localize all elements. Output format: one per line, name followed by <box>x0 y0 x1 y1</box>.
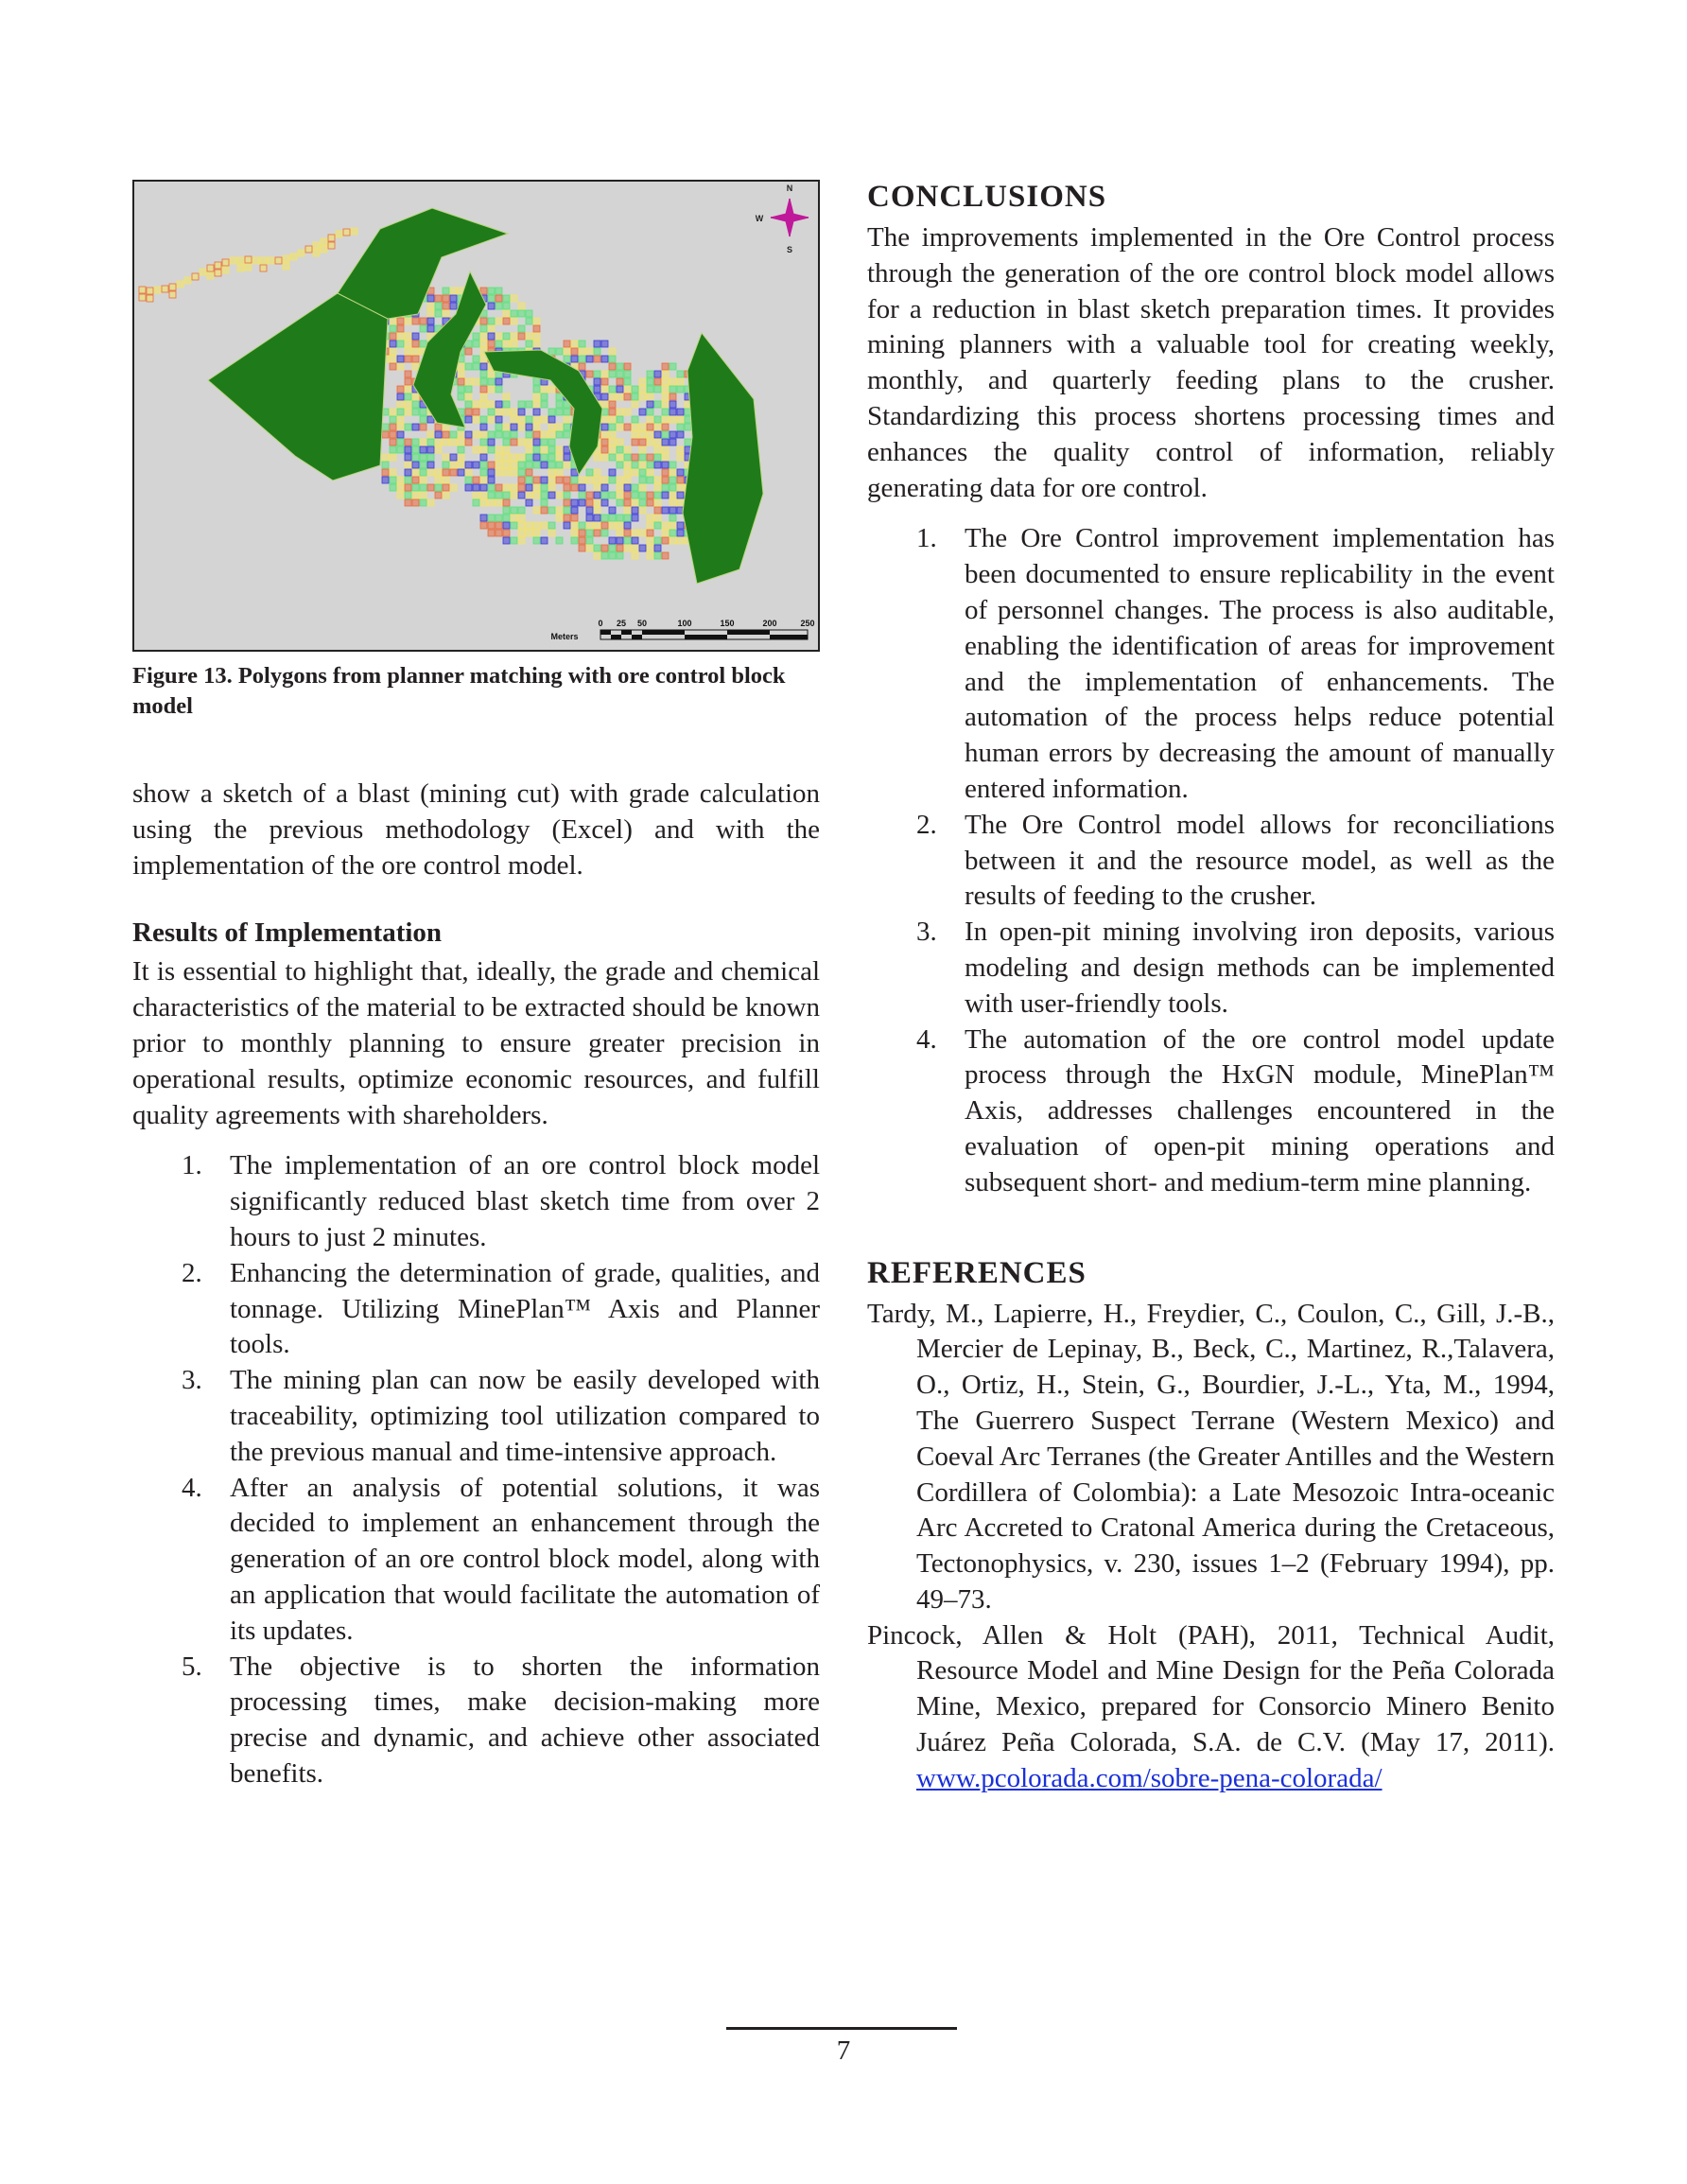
list-text: The objective is to shorten the information processing times, make decision-making more precise and dynamic, and achieve other associated benefits. <box>230 1651 820 1789</box>
conclusions-paragraph: The improvements implemented in the Ore Control process through the generation of the ore control block model allows for a reduction in blast sketch preparation times. It provides mining planners with a valuable tool for creating weekly, monthly, and quarterly feeding plans to the crusher. Standardizing this process shortens processing times and enhances the quality control of information, reliably generating data for ore control. <box>867 222 1555 503</box>
footer-rule <box>726 2027 957 2030</box>
reference-link[interactable]: www.pcolorada.com/sobre-pena-colorada/ <box>916 1762 1383 1793</box>
list-item <box>132 1363 820 1470</box>
list-number: 1. <box>182 1150 202 1181</box>
results-paragraph: It is essential to highlight that, ideally, the grade and chemical characteristics of the material to be extracted should be known prior to monthly planning to ensure greater precision in operational results, optimize economic resources, and fulfill quality agreements with shareholders. <box>132 956 820 1130</box>
compass-north-label: N <box>786 183 793 193</box>
list-item <box>132 1471 820 1650</box>
ore-control-map-figure <box>132 180 820 652</box>
reference-text: Pincock, Allen & Holt (PAH), 2011, Technical Audit, Resource Model and Mine Design for the Peña Colorada Mine, Mexico, prepared for Consorcio Minero Benito Juárez Peña Colorada, S.A. de C.V. (May 17, 2011). <box>867 1619 1555 1758</box>
figure-caption: Figure 13. Polygons from planner matching with ore control block model <box>132 663 786 719</box>
list-text: The implementation of an ore control block model significantly reduced blast sketch time from over 2 hours to just 2 minutes. <box>230 1150 820 1252</box>
ore-control-map <box>134 182 818 650</box>
list-text: In open-pit mining involving iron deposits, various modeling and design methods can be implemented with user-friendly tools. <box>965 917 1555 1019</box>
list-number: 4. <box>182 1472 202 1503</box>
list-item <box>867 521 1555 807</box>
planner-polygon-east <box>683 333 763 584</box>
right-column <box>867 180 1555 1797</box>
scale-unit-label: Meters <box>550 632 579 641</box>
list-number: 2. <box>916 809 937 840</box>
list-number: 4. <box>916 1023 937 1055</box>
planner-polygon-west <box>208 293 388 480</box>
left-column <box>132 180 820 1792</box>
scale-tick-6: 250 <box>800 619 815 628</box>
list-text: Enhancing the determination of grade, qualities, and tonnage. Utilizing MinePlan™ Axis and Planner tools. <box>230 1257 820 1360</box>
left-intro-paragraph: show a sketch of a blast (mining cut) with grade calculation using the previous methodology (Excel) and with the implementation of the ore control model. <box>132 778 820 881</box>
scale-tick-5: 200 <box>762 619 777 628</box>
conclusions-heading: CONCLUSIONS <box>867 180 1107 214</box>
scale-tick-1: 25 <box>616 619 627 628</box>
compass-star-icon <box>771 199 809 236</box>
list-number: 2. <box>182 1257 202 1288</box>
compass-rose <box>756 183 809 254</box>
scale-bar-segments <box>600 630 808 639</box>
page-number: 7 <box>836 2035 851 2066</box>
scale-bar <box>550 619 814 641</box>
scale-tick-3: 100 <box>677 619 692 628</box>
reference-text: Tardy, M., Lapierre, H., Freydier, C., Coulon, C., Gill, J.-B., Mercier de Lepinay, B., Beck, C., Martinez, R.,Talavera, O., Ortiz, H., Stein, G., Bourdier, J.-L., Yta, M., 1994, The Guerrero Suspect Terrane (Western Mexico) and Coeval Arc Terranes (the Greater Antilles and the Western Cordillera of Colombia): a Late Mesozoic Intra-oceanic Arc Accreted to Cratonal America during the Cretaceous, Tectonophysics, v. 230, issues 1–2 (February 1994), pp. 49–73. <box>867 1298 1555 1615</box>
list-number: 3. <box>182 1365 202 1396</box>
list-text: The Ore Control improvement implementation has been documented to ensure replicability in the event of personnel changes. The process is also auditable, enabling the identification of areas for improvement and the implementation of enhancements. The automation of the process helps reduce potential human errors by decreasing the amount of manually entered information. <box>965 523 1555 804</box>
scale-tick-2: 50 <box>636 619 648 628</box>
list-item <box>867 808 1555 915</box>
list-item <box>867 915 1555 1022</box>
reference-entry <box>867 1618 1555 1797</box>
compass-south-label: S <box>786 245 793 254</box>
list-item <box>132 1650 820 1792</box>
list-number: 3. <box>916 917 937 948</box>
list-text: After an analysis of potential solutions, it was decided to implement an enhancement through the generation of an ore control block model, along with an application that would facilitate the automation of its updates. <box>230 1472 820 1646</box>
scale-tick-0: 0 <box>598 619 603 628</box>
list-text: The automation of the ore control model update process through the HxGN module, MinePlan™ Axis, addresses challenges encountered in the evaluation of open-pit mining operations and subsequent short- and medium-term mine planning. <box>965 1023 1555 1197</box>
list-number: 1. <box>916 523 937 554</box>
list-item <box>132 1256 820 1363</box>
scale-tick-4: 150 <box>720 619 735 628</box>
reference-entry <box>867 1297 1555 1618</box>
results-list <box>132 1148 820 1791</box>
conclusions-list <box>867 521 1555 1200</box>
list-text: The Ore Control model allows for reconciliations between it and the resource model, as well as the results of feeding to the crusher. <box>965 809 1555 912</box>
list-item <box>867 1022 1555 1201</box>
list-text: The mining plan can now be easily developed with traceability, optimizing tool utilization compared to the previous manual and time-intensive approach. <box>230 1365 820 1467</box>
list-number: 5. <box>182 1651 202 1682</box>
references-heading: REFERENCES <box>867 1255 1087 1290</box>
list-item <box>132 1148 820 1255</box>
compass-west-label: W <box>755 214 764 223</box>
results-heading: Results of Implementation <box>132 917 443 949</box>
